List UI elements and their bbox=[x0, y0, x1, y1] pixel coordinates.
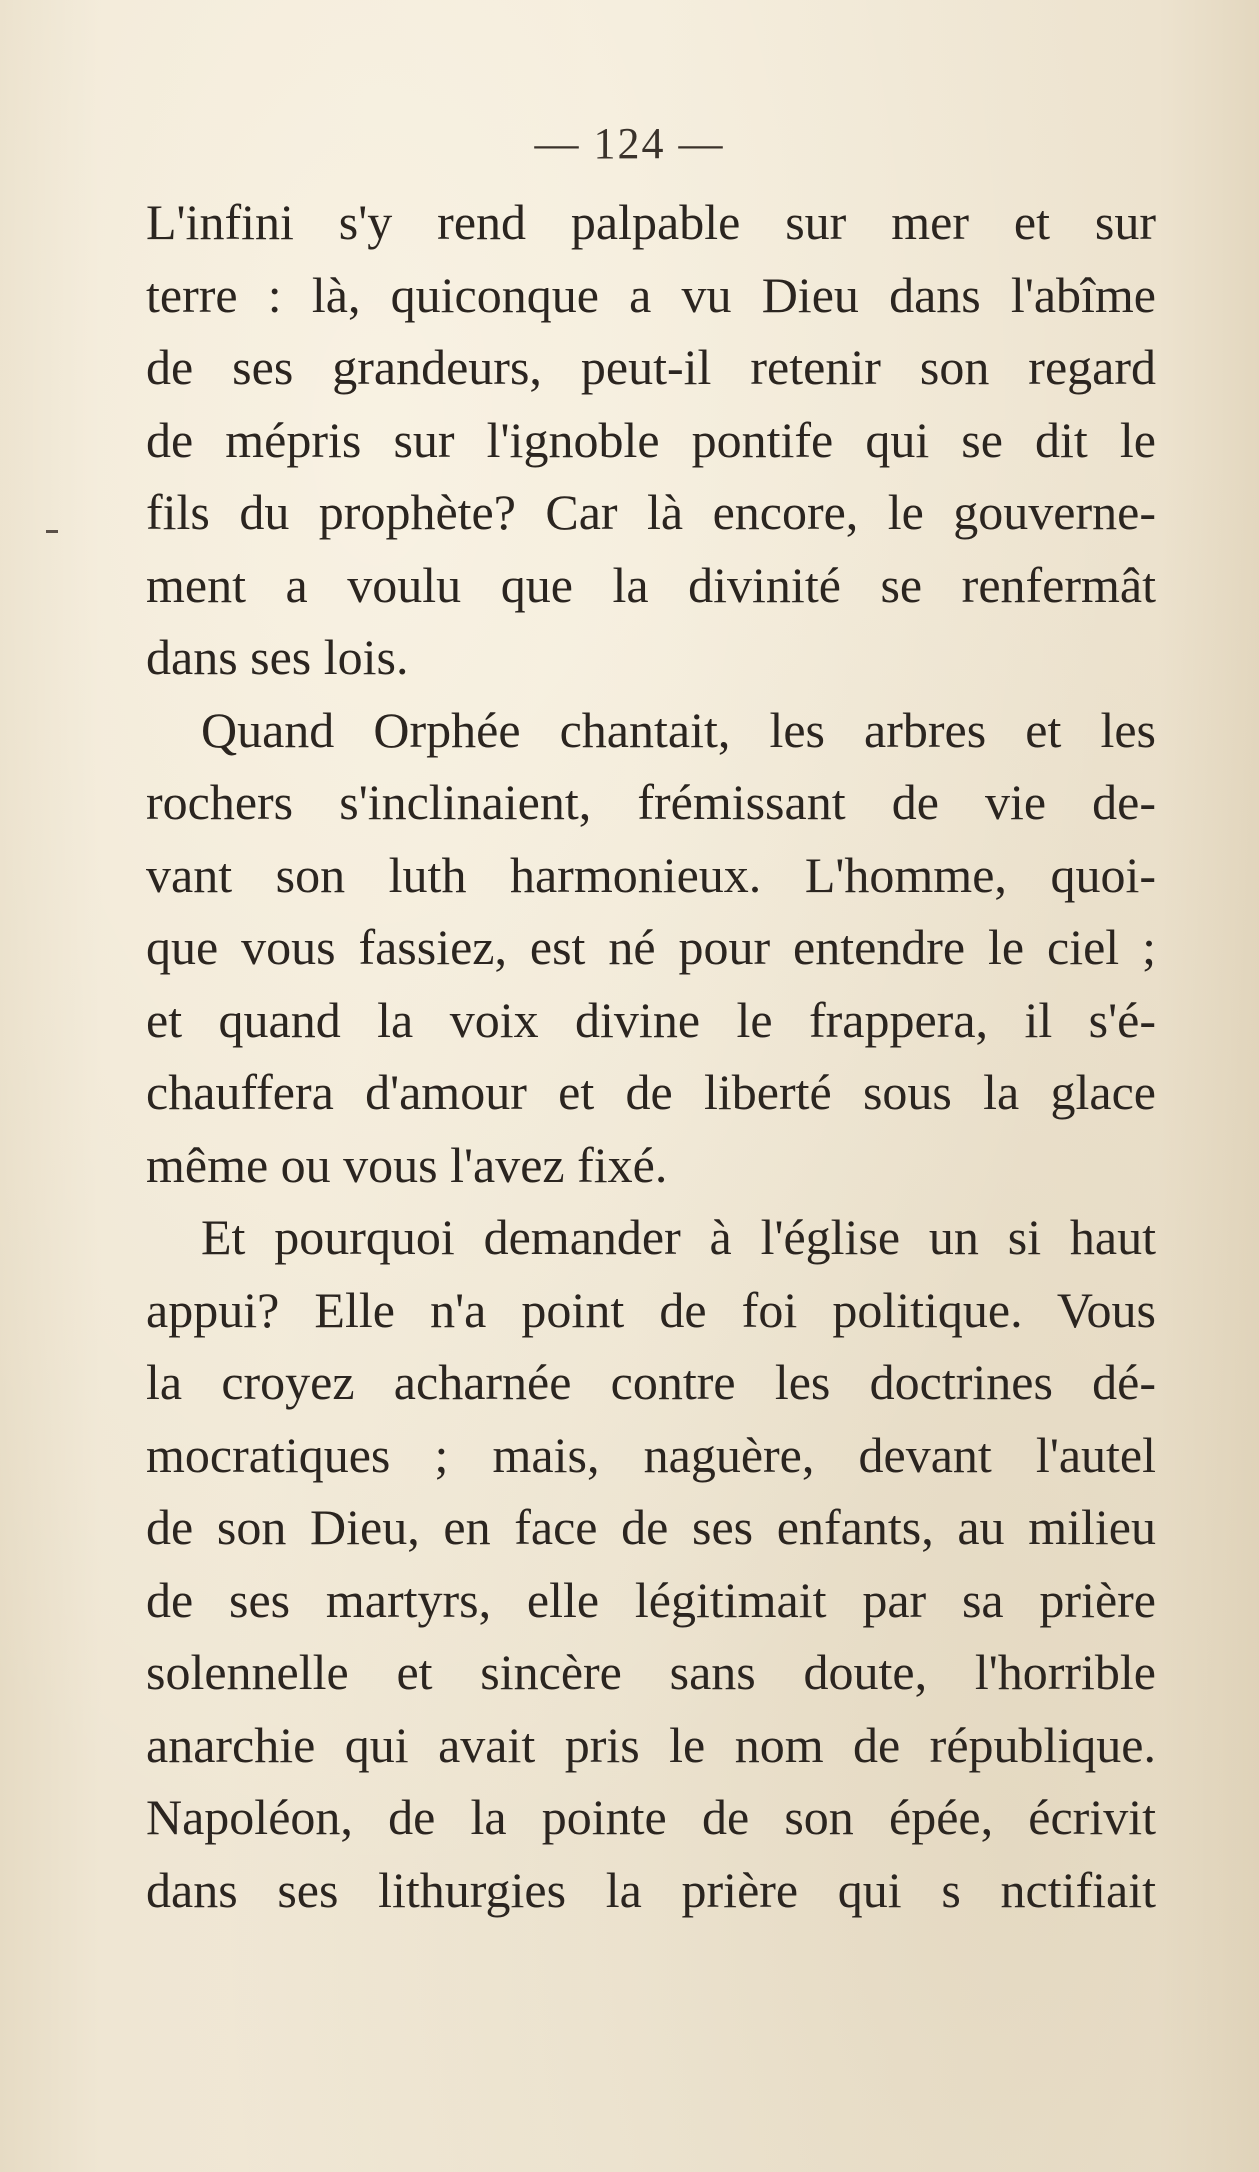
text-line: solennelle et sincère sans doute, l'horrible bbox=[146, 1644, 1156, 1700]
text-line: rochers s'inclinaient, frémissant de vie de- bbox=[146, 774, 1156, 830]
text-line: L'infini s'y rend palpable sur mer et sur bbox=[146, 194, 1156, 250]
margin-mark bbox=[46, 530, 58, 533]
text-line: Napoléon, de la pointe de son épée, écrivit bbox=[146, 1789, 1156, 1845]
text-line: de ses grandeurs, peut-il retenir son regard bbox=[146, 339, 1156, 395]
text-line: que vous fassiez, est né pour entendre le ciel ; bbox=[146, 919, 1156, 975]
paragraph-1 bbox=[146, 186, 1156, 694]
text-line: terre : là, quiconque a vu Dieu dans l'abîme bbox=[146, 266, 1156, 323]
text-line: appui? Elle n'a point de foi politique. Vous bbox=[146, 1281, 1156, 1338]
text-line: dans ses lois. bbox=[146, 629, 409, 685]
paragraph-3 bbox=[146, 1201, 1156, 1926]
body-text bbox=[146, 186, 1156, 1926]
text-line: vant son luth harmonieux. L'homme, quoi- bbox=[146, 846, 1156, 903]
text-line: de ses martyrs, elle légitimait par sa prière bbox=[146, 1571, 1156, 1628]
page-number: — 124 — bbox=[534, 119, 725, 168]
text-line: Quand Orphée chantait, les arbres et les bbox=[201, 701, 1156, 758]
text-line: même ou vous l'avez fixé. bbox=[146, 1136, 668, 1193]
paragraph-2 bbox=[146, 694, 1156, 1202]
text-line: la croyez acharnée contre les doctrines dé- bbox=[146, 1354, 1156, 1410]
text-line: fils du prophète? Car là encore, le gouverne- bbox=[146, 484, 1156, 540]
text-line: ment a voulu que la divinité se renfermât bbox=[146, 556, 1156, 613]
text-line: de mépris sur l'ignoble pontife qui se dit le bbox=[146, 411, 1156, 468]
text-line: de son Dieu, en face de ses enfants, au milieu bbox=[146, 1499, 1156, 1555]
text-line: chauffera d'amour et de liberté sous la glace bbox=[146, 1064, 1156, 1120]
text-line: mocratiques ; mais, naguère, devant l'autel bbox=[146, 1426, 1156, 1483]
text-line: dans ses lithurgies la prière qui s nctifiait bbox=[146, 1861, 1156, 1918]
text-line: et quand la voix divine le frappera, il s'é- bbox=[146, 991, 1156, 1048]
text-line: anarchie qui avait pris le nom de république. bbox=[146, 1716, 1156, 1773]
text-line: Et pourquoi demander à l'église un si haut bbox=[201, 1209, 1156, 1265]
